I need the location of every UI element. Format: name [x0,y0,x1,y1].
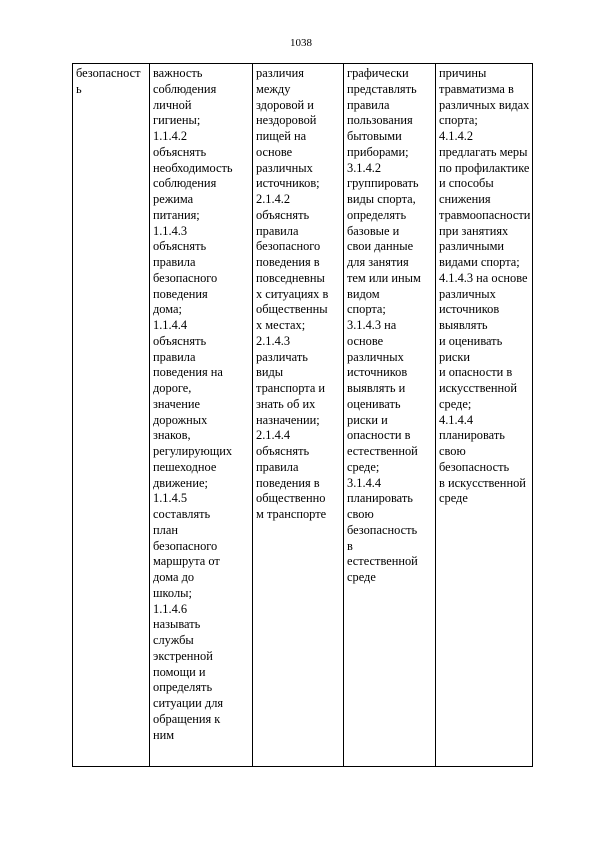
curriculum-table [72,63,533,767]
table-cell-grade-2: различия между здоровой и нездоровой пищей на основе различных источников; 2.1.4.2 объяснять правила безопасного поведения в повседневны х ситуациях в общественны х местах; 2.1.4.3 различать виды транспорта и знать об их назначении; 2.1.4.4 объяснять правила поведения в общественно м транспорте [253,64,344,767]
table-cell-section: безопасност ь [73,64,150,767]
table-row [73,64,533,767]
table-cell-grade-1: важность соблюдения личной гигиены; 1.1.4.2 объяснять необходимость соблюдения режима питания; 1.1.4.3 объяснять правила безопасного поведения дома; 1.1.4.4 объяснять правила поведения на дороге, значение дорожных знаков, регулирующих пешеходное движение; 1.1.4.5 составлять план безопасного маршрута от дома до школы; 1.1.4.6 называть службы экстренной помощи и определять ситуации для обращения к ним [150,64,253,767]
page-number: 1038 [290,37,312,49]
table-cell-grade-4: причины травматизма в различных видах спорта; 4.1.4.2 предлагать меры по профилактике и способы снижения травмоопасности при занятиях различными видами спорта; 4.1.4.3 на основе различных источников выявлять и оценивать риски и опасности в искусственной среде; 4.1.4.4 планировать свою безопасность в искусственной среде [436,64,533,767]
table-cell-grade-3: графически представлять правила пользования бытовыми приборами; 3.1.4.2 группировать виды спорта, определять базовые и свои данные для занятия тем или иным видом спорта; 3.1.4.3 на основе различных источников выявлять и оценивать риски и опасности в естественной среде; 3.1.4.4 планировать свою безопасность в естественной среде [344,64,436,767]
